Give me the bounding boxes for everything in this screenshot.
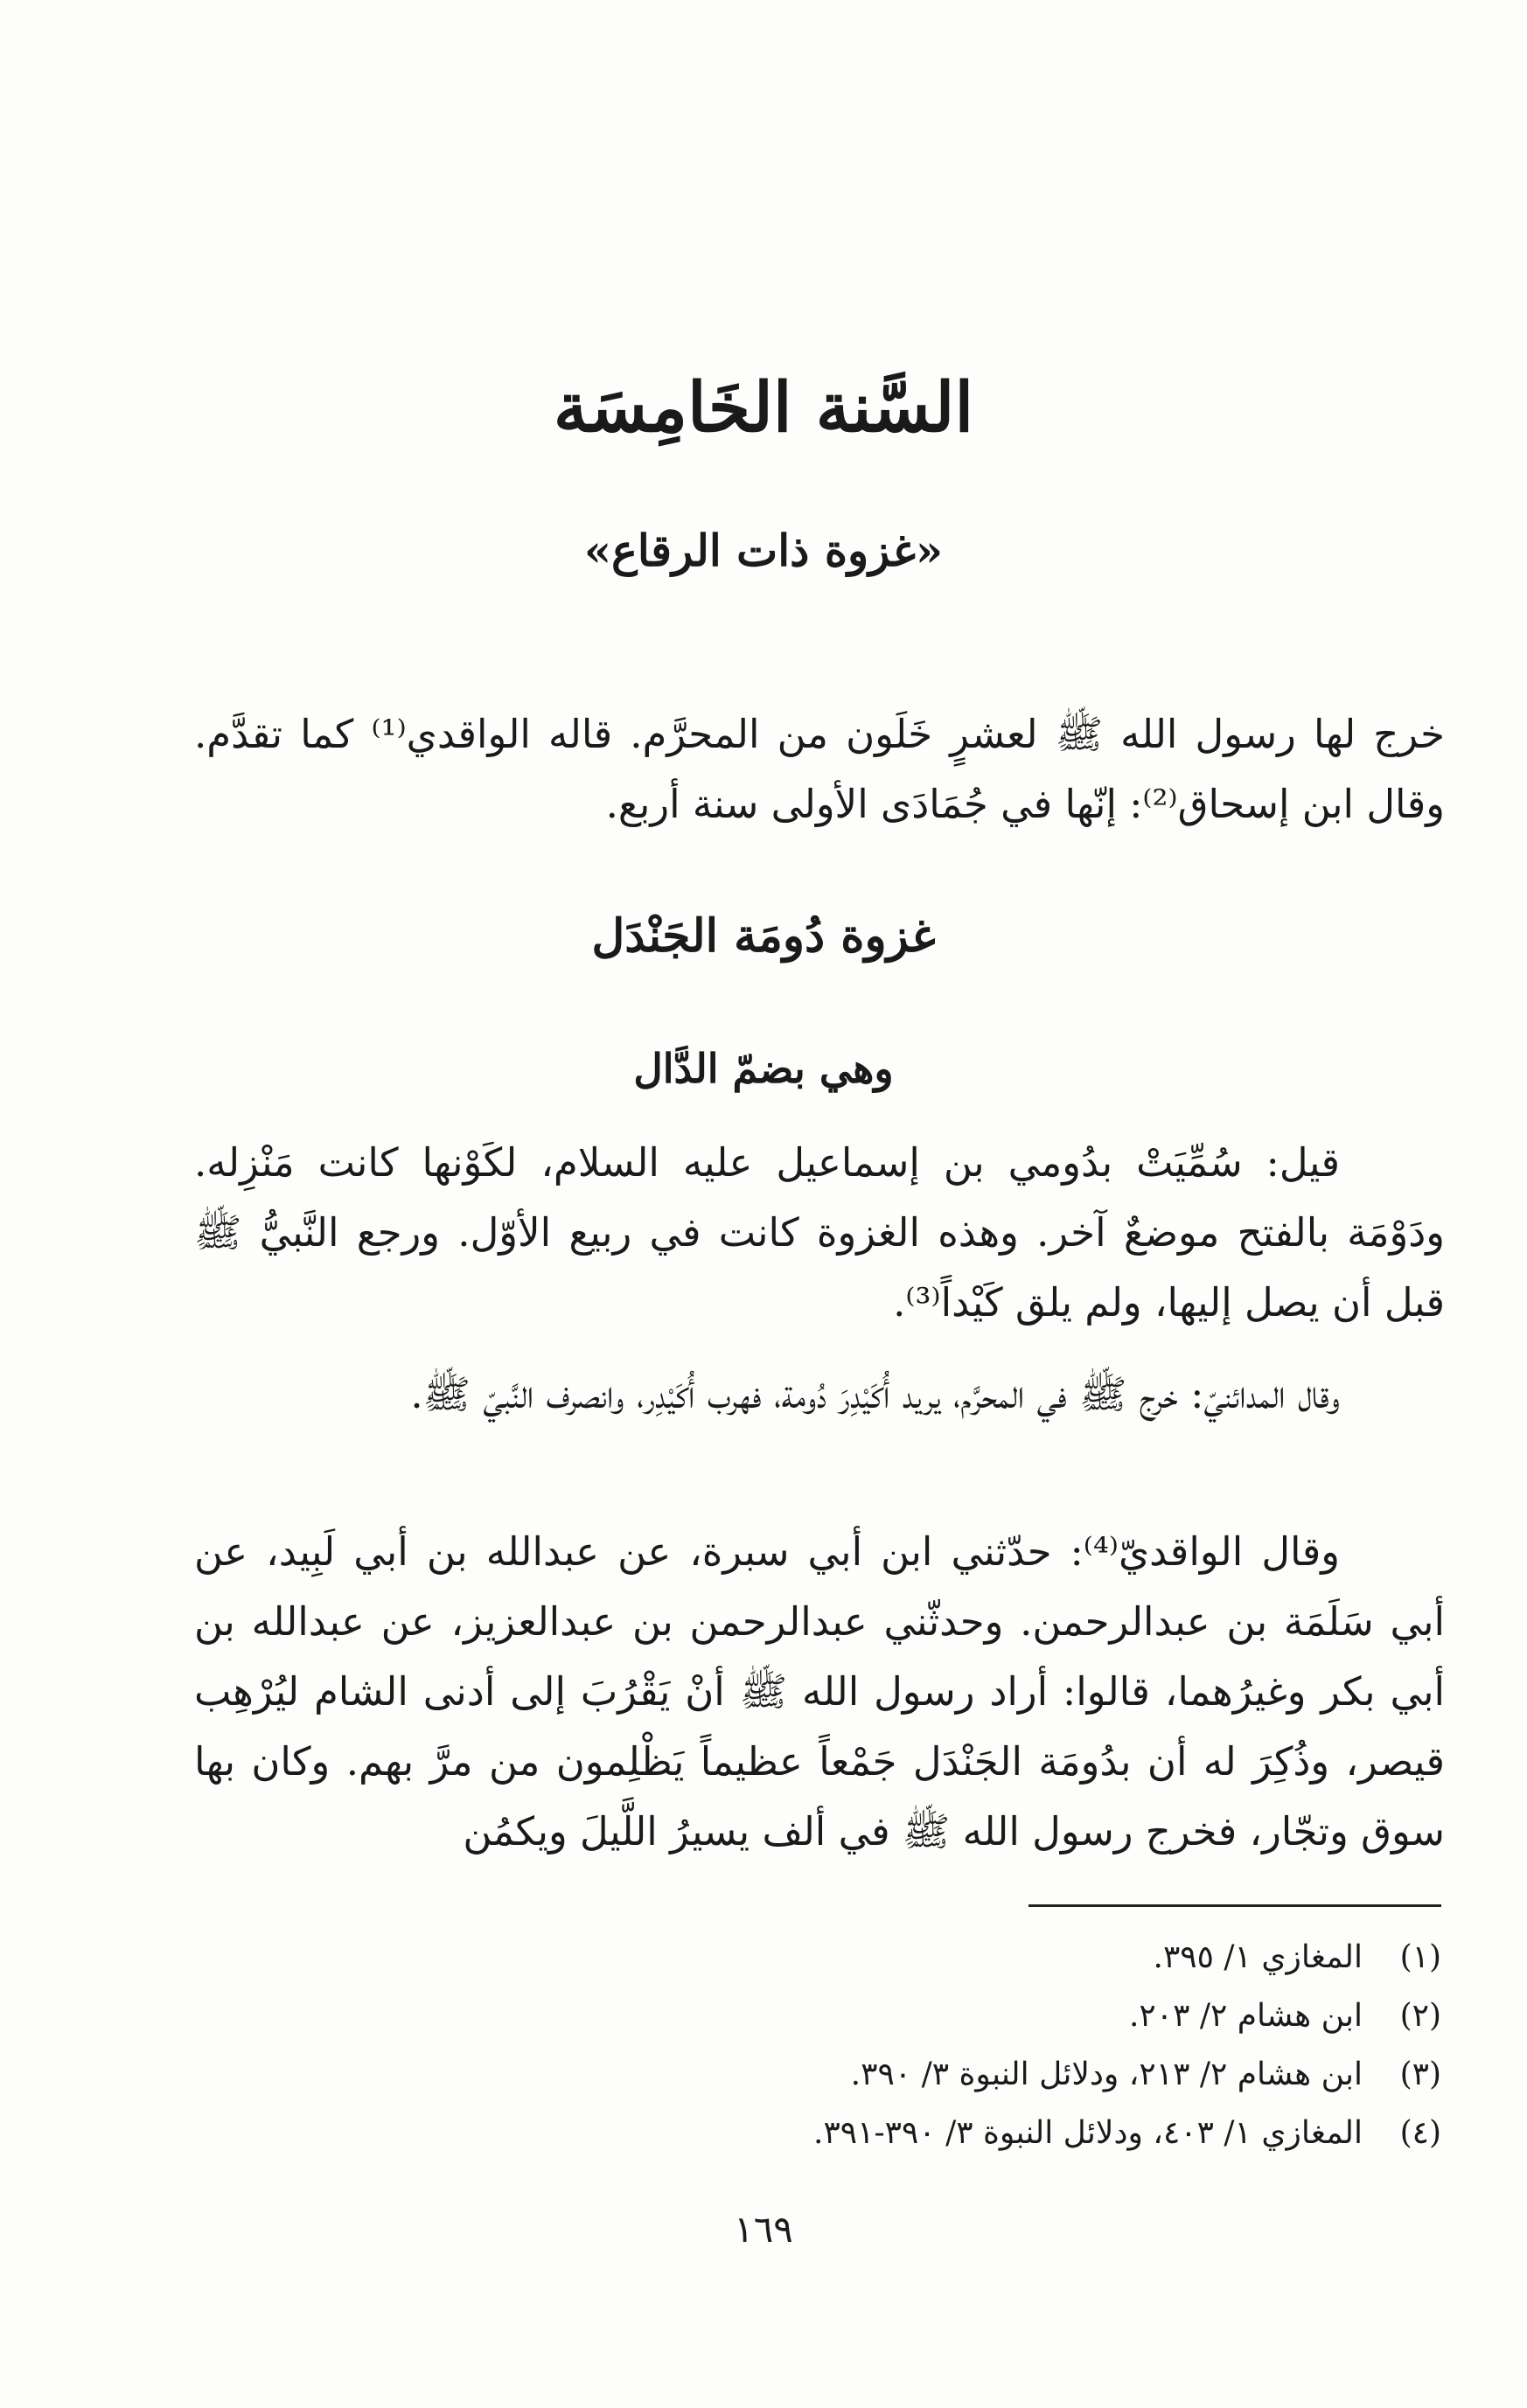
footnote-text: ابن هشام ٢/ ٢١٣، ودلائل النبوة ٣/ ٣٩٠. bbox=[850, 2057, 1363, 2092]
chapter-subtitle: «غزوة ذات الرقاع» bbox=[583, 525, 944, 576]
page-number: ١٦٩ bbox=[734, 2208, 793, 2251]
footnote-number: (٢) bbox=[1399, 1998, 1441, 2034]
footnote-text: المغازي ١/ ٤٠٣، ودلائل النبوة ٣/ ٣٩٠-٣٩١. bbox=[813, 2115, 1363, 2151]
footnote-divider bbox=[1028, 1904, 1441, 1907]
footnote-number: (٣) bbox=[1399, 2057, 1441, 2092]
body-paragraph-2: وقال المدائنيّ: خرج ﷺ في المحرَّم، يريد أُكَيْدِرَ دُومة، فهرب أُكَيْدِر، وانصرف النَّبيّ ﷺ. bbox=[410, 1371, 1340, 1417]
footnote-number: (٤) bbox=[1399, 2115, 1441, 2151]
footnote-item bbox=[654, 1928, 1441, 1987]
footnote-item bbox=[654, 1987, 1441, 2045]
section-title: غزوة دُومَة الجَنْدَل bbox=[591, 909, 936, 963]
footnote-number: (١) bbox=[1399, 1939, 1441, 1975]
footnote-item bbox=[654, 2045, 1441, 2104]
page-title: السَّنة الخَامِسَة bbox=[553, 368, 974, 448]
section-subtitle: وهي بضمّ الدَّال bbox=[633, 1045, 894, 1092]
footnotes-list bbox=[654, 1928, 1441, 2162]
footnote-item bbox=[654, 2104, 1441, 2162]
intro-paragraph: خرج لها رسول الله ﷺ لعشرٍ خَلَون من المحرَّم. قاله الواقدي⁽¹⁾ كما تقدَّم. وقال ابن إسحاق⁽²⁾: إنّها في جُمَادَى الأولى سنة أربع. bbox=[194, 711, 1445, 827]
footnote-text: ابن هشام ٢/ ٢٠٣. bbox=[1128, 1998, 1363, 2034]
body-paragraph-1: قيل: سُمِّيَتْ بدُومي بن إسماعيل عليه السلام، لكَوْنها كانت مَنْزِله. ودَوْمَة بالفتح موضعٌ آخر. وهذه الغزوة كانت في ربيع الأوّل. ورجع النَّبيُّ ﷺ قبل أن يصل إليها، ولم يلق كَيْداً⁽³⁾. bbox=[194, 1139, 1445, 1326]
body-paragraph-3: وقال الواقديّ⁽⁴⁾: حدّثني ابن أبي سبرة، عن عبدالله بن أبي لَبِيد، عن أبي سَلَمَة بن عبدالرحمن. وحدثّني عبدالرحمن بن عبدالعزيز، عن عبدالله بن أبي بكر وغيرُهما، قالوا: أراد رسول الله ﷺ أنْ يَقْرُبَ إلى أدنى الشام ليُرْهِب قيصر، وذُكِرَ له أن بدُومَة الجَنْدَل جَمْعاً عظيماً يَظْلِمون من مرَّ بهم. وكان بها سوق وتجّار، فخرج رسول الله ﷺ في ألف يسيرُ اللَّيلَ ويكمُن bbox=[194, 1528, 1445, 1855]
footnote-text: المغازي ١/ ٣٩٥. bbox=[1153, 1939, 1363, 1975]
